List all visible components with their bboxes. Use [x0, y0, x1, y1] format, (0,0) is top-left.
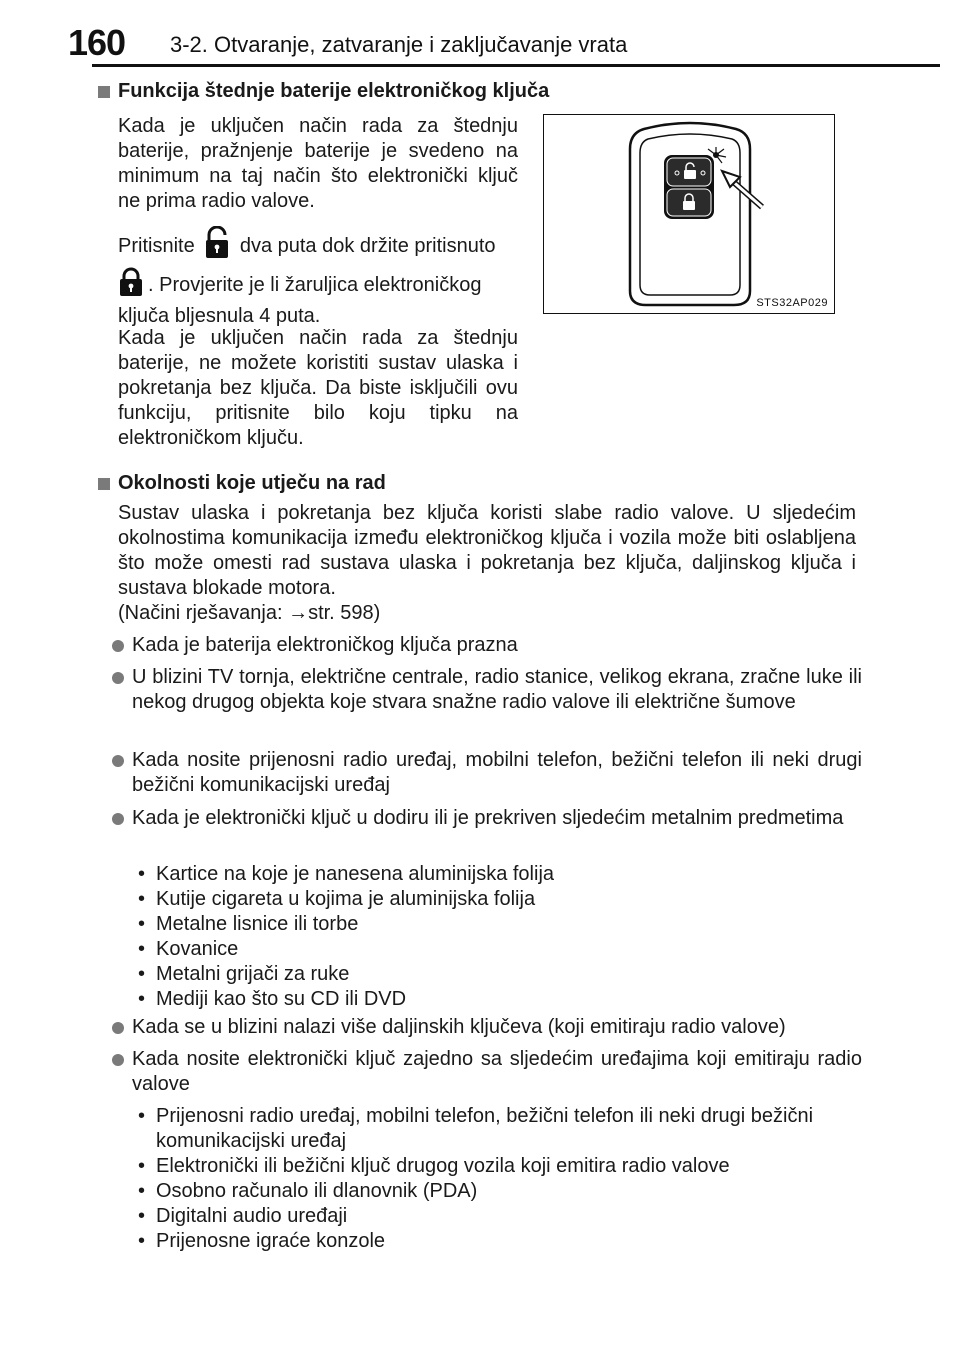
circle-bullet-icon	[112, 813, 124, 825]
list-item: • Metalni grijači za ruke	[138, 963, 350, 985]
section-title-text: Funkcija štednje baterije elektroničkog ključa	[118, 80, 550, 102]
list-item: • Osobno računalo ili dlanovnik (PDA)	[138, 1180, 478, 1202]
list-item: • Elektronički ili bežični ključ drugog vozila koji emitira radio valove	[138, 1155, 730, 1177]
list-item: • Kovanice	[138, 938, 239, 960]
square-bullet-icon	[98, 478, 110, 490]
section-title-battery-saving	[98, 80, 549, 103]
circle-bullet-icon	[112, 1054, 124, 1066]
p2-part-c: . Provjerite je li žaruljica elektroničkog ključa bljesnula 4 puta.	[118, 273, 482, 327]
circle-bullet-icon	[112, 640, 124, 652]
p2-part-a: Pritisnite	[118, 234, 195, 257]
circumstances-reference: (Načini rješavanja: →str. 598)	[118, 602, 381, 624]
figure-code: STS32AP029	[756, 297, 828, 309]
list-item: Kada nosite elektronički ključ zajedno sa sljedećim uređajima koji emitiraju radio valove	[112, 1047, 862, 1097]
chapter-title: 3-2. Otvaranje, zatvaranje i zaključavanje vrata	[170, 32, 628, 57]
radio-devices-list	[138, 1104, 868, 1254]
list-item: • Digitalni audio uređaji	[138, 1205, 348, 1227]
list-item: • Prijenosne igraće konzole	[138, 1230, 386, 1252]
page-header	[0, 0, 960, 70]
list-item: • Metalne lisnice ili torbe	[138, 913, 359, 935]
list-item: Kada nosite prijenosni radio uređaj, mobilni telefon, bežični telefon ili neki drugi bežični komunikacijski uređaj	[112, 748, 862, 798]
circle-bullet-icon	[112, 755, 124, 767]
list-item: • Prijenosni radio uređaj, mobilni telefon, bežični telefon ili neki drugi bežični komunikacijski uređaj	[138, 1105, 814, 1152]
list-item: • Kartice na koje je nanesena aluminijska folija	[138, 863, 555, 885]
circle-bullet-icon	[112, 1022, 124, 1034]
header-rule	[92, 64, 940, 67]
square-bullet-icon	[98, 86, 110, 98]
section-title-circumstances	[98, 472, 386, 495]
battery-saving-paragraph-2	[118, 226, 518, 329]
list-item: • Mediji kao što su CD ili DVD	[138, 988, 407, 1010]
list-item: Kada se u blizini nalazi više daljinskih ključeva (koji emitiraju radio valove)	[112, 1015, 862, 1040]
list-item: Kada je elektronički ključ u dodiru ili je prekriven sljedećim metalnim predmetima	[112, 806, 862, 831]
metal-objects-list	[138, 862, 868, 1012]
list-item: U blizini TV tornja, električne centrale, radio stanice, velikog ekrana, zračne luke ili nekog drugog objekta koje stvara snažne radio valove ili električne šumove	[112, 665, 862, 715]
battery-saving-paragraph-3: Kada je uključen način rada za štednju baterije, ne možete koristiti sustav ulaska i pokretanja bez ključa. Da biste isključili ovu funkciju, pritisnite bilo koju tipku na elektroničkom ključu.	[118, 327, 518, 449]
key-illustration	[544, 115, 833, 312]
section-title-text: Okolnosti koje utječu na rad	[118, 472, 386, 494]
list-item: Kada je baterija elektroničkog ključa prazna	[112, 633, 862, 658]
p2-part-b: dva puta dok držite pritisnuto	[239, 234, 496, 257]
list-item: • Kutije cigareta u kojima je aluminijska folija	[138, 888, 536, 910]
circumstances-intro: Sustav ulaska i pokretanja bez ključa koristi slabe radio valove. U sljedećim okolnostima komunikacija između elektroničkog ključa i vozila može biti oslabljena što može omesti rad sustava ulaska i pokretanja bez ključa, daljinskog ključa i sustava blokade motora.	[118, 502, 856, 599]
unlock-icon	[204, 226, 230, 267]
lock-icon	[118, 267, 144, 304]
battery-saving-paragraph-1: Kada je uključen način rada za štednju baterije, pražnjenje baterije je svedeno na minimum na taj način što elektronički ključ ne prima radio valove.	[118, 115, 518, 212]
circle-bullet-icon	[112, 672, 124, 684]
page-number: 160	[68, 22, 126, 63]
key-figure	[543, 114, 835, 314]
